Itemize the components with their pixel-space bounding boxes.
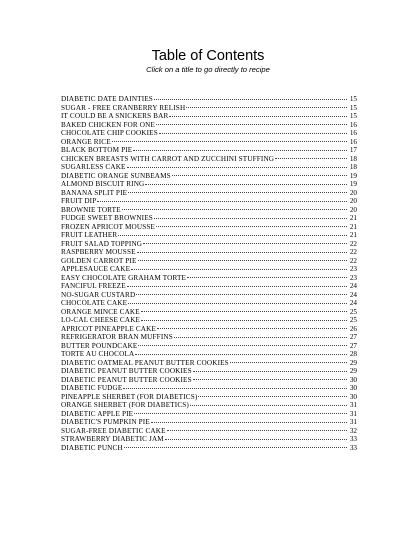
toc-entry-title: RASPBERRY MOUSSE [61,248,136,256]
toc-entry-link[interactable] [61,112,357,121]
toc-dot-leader [134,413,347,414]
toc-entry-link[interactable] [61,384,357,393]
toc-entry-title: TORTE AU CHOCOLA [61,350,135,358]
toc-entry-title: DIABETIC APPLE PIE [61,409,134,418]
toc-entry-page: 31 [349,409,357,418]
toc-dot-leader [165,439,347,440]
toc-dot-leader [127,286,347,287]
toc-entry-link[interactable] [61,257,357,266]
toc-entry-page: 22 [349,256,357,265]
toc-entry-page: 18 [349,163,357,171]
toc-dot-leader [135,354,347,355]
toc-entry-page: 19 [349,180,357,188]
toc-dot-leader [198,396,347,397]
toc-dot-leader [137,252,347,253]
toc-entry-link[interactable] [61,146,357,155]
toc-entry-link[interactable] [61,129,357,138]
toc-entry-link[interactable] [61,248,357,257]
toc-entry-title: FRUIT SALAD TOPPING [61,239,143,248]
toc-entry-link[interactable] [61,376,357,385]
toc-entry-link[interactable] [61,427,357,436]
toc-entry-title: DIABETIC FUDGE [61,384,123,392]
toc-dot-leader [138,260,348,261]
toc-entry-page: 27 [349,333,357,341]
table-of-contents [61,95,357,452]
toc-entry-title: CHICKEN BREASTS WITH CARROT AND ZUCCHINI STUFFING [61,154,275,163]
toc-entry-title: BUTTER POUNDCAKE [61,341,138,350]
toc-dot-leader [156,124,347,125]
toc-dot-leader [118,235,347,236]
toc-entry-link[interactable] [61,444,357,453]
toc-entry-link[interactable] [61,197,357,206]
toc-entry-page: 25 [349,307,357,316]
toc-entry-link[interactable] [61,138,357,147]
toc-entry-link[interactable] [61,155,357,164]
toc-entry-page: 32 [349,426,357,435]
toc-dot-leader [138,345,347,346]
toc-dot-leader [172,175,347,176]
toc-dot-leader [156,226,347,227]
toc-entry-link[interactable] [61,308,357,317]
toc-entry-title: BANANA SPLIT PIE [61,188,128,197]
toc-dot-leader [128,303,347,304]
toc-entry-link[interactable] [61,418,357,427]
toc-entry-link[interactable] [61,316,357,325]
toc-entry-link[interactable] [61,104,357,113]
toc-entry-page: 22 [349,239,357,248]
page-subtitle: Click on a title to go directly to recipe [146,65,270,74]
toc-entry-title: APPLESAUCE CAKE [61,265,131,273]
toc-dot-leader [122,209,347,210]
toc-entry-link[interactable] [61,342,357,351]
toc-dot-leader [97,201,347,202]
toc-dot-leader [187,277,347,278]
toc-entry-page: 22 [349,248,357,256]
toc-entry-page: 23 [349,265,357,273]
toc-dot-leader [154,99,347,100]
toc-entry-page: 30 [349,384,357,392]
toc-entry-link[interactable] [61,367,357,376]
toc-dot-leader [151,422,347,423]
toc-entry-page: 21 [349,231,357,239]
toc-entry-page: 21 [349,214,357,222]
toc-entry-title: GOLDEN CARROT PIE [61,256,137,265]
toc-entry-page: 24 [349,290,357,299]
toc-entry-title: SUGAR-FREE DIABETIC CAKE [61,426,166,435]
toc-dot-leader [136,294,347,295]
toc-entry-page: 15 [349,103,357,112]
toc-dot-leader [143,243,347,244]
toc-entry-title: EASY CHOCOLATE GRAHAM TORTE [61,273,187,282]
toc-entry-title: DIABETIC OATMEAL PEANUT BUTTER COOKIES [61,358,229,367]
toc-dot-leader [124,447,347,448]
toc-entry-page: 27 [349,341,357,350]
toc-entry-link[interactable] [61,393,357,402]
toc-entry-link[interactable] [61,282,357,291]
toc-entry-page: 25 [349,316,357,324]
toc-dot-leader [145,184,347,185]
toc-entry-page: 26 [349,324,357,333]
toc-dot-leader [169,116,347,117]
toc-entry-page: 33 [349,435,357,443]
toc-entry-title: DIABETIC'S PUMPKIN PIE [61,418,150,426]
toc-entry-page: 15 [349,112,357,120]
toc-entry-link[interactable] [61,274,357,283]
toc-entry-page: 21 [349,222,357,231]
toc-entry-title: FRUIT DIP [61,197,97,205]
toc-entry-page: 15 [349,95,357,103]
toc-entry-title: BROWNIE TORTE [61,205,121,214]
toc-entry-link[interactable] [61,214,357,223]
toc-entry-page: 17 [349,146,357,154]
toc-entry-title: ALMOND BISCUIT RING [61,180,145,188]
toc-entry-page: 29 [349,358,357,367]
toc-entry-title: NO-SUGAR CUSTARD [61,290,136,299]
toc-dot-leader [157,328,347,329]
toc-entry-page: 19 [349,171,357,180]
toc-entry-link[interactable] [61,325,357,334]
toc-entry-link[interactable] [61,240,357,249]
toc-entry-page: 16 [349,120,357,129]
toc-entry-link[interactable] [61,180,357,189]
toc-entry-link[interactable] [61,359,357,368]
toc-entry-link[interactable] [61,231,357,240]
toc-dot-leader [193,379,347,380]
toc-entry-link[interactable] [61,299,357,308]
toc-entry-title: SUGARLESS CAKE [61,163,126,171]
toc-entry-page: 29 [349,367,357,375]
toc-entry-title: DIABETIC PEANUT BUTTER COOKIES [61,375,192,384]
toc-entry-page: 24 [349,282,357,290]
toc-dot-leader [133,150,347,151]
toc-dot-leader [174,337,347,338]
page-title: Table of Contents [151,48,265,64]
toc-dot-leader [154,218,347,219]
toc-entry-title: APRICOT PINEAPPLE CAKE [61,324,157,333]
toc-entry-title: DIABETIC ORANGE SUNBEAMS [61,171,171,180]
toc-entry-link[interactable] [61,163,357,172]
toc-entry-page: 16 [349,137,357,146]
toc-entry-title: BAKED CHICKEN FOR ONE [61,120,155,129]
toc-entry-page: 20 [349,197,357,205]
toc-entry-title: BLACK BOTTOM PIE [61,146,133,154]
toc-dot-leader [131,269,347,270]
toc-dot-leader [123,388,347,389]
toc-dot-leader [141,320,347,321]
toc-entry-page: 30 [349,392,357,401]
toc-entry-link[interactable] [61,121,357,130]
toc-dot-leader [112,141,347,142]
toc-entry-title: FUDGE SWEET BROWNIES [61,214,153,222]
toc-entry-page: 20 [349,188,357,197]
toc-entry-title: DIABETIC PEANUT BUTTER COOKIES [61,367,192,375]
toc-entry-link[interactable] [61,265,357,274]
toc-entry-page: 20 [349,205,357,214]
toc-entry-title: DIABETIC PUNCH [61,443,123,452]
toc-entry-title: FRUIT LEATHER [61,231,118,239]
toc-dot-leader [167,430,347,431]
toc-entry-link[interactable] [61,172,357,181]
toc-entry-page: 30 [349,375,357,384]
toc-entry-page: 16 [349,129,357,137]
toc-dot-leader [141,311,347,312]
toc-entry-page: 23 [349,273,357,282]
toc-entry-link[interactable] [61,410,357,419]
toc-entry-title: LO-CAL CHEESE CAKE [61,316,141,324]
toc-entry-link[interactable] [61,291,357,300]
toc-entry-page: 28 [349,350,357,358]
toc-entry-title: CHOCOLATE CAKE [61,299,128,307]
toc-entry-link[interactable] [61,435,357,444]
toc-dot-leader [159,133,347,134]
toc-entry-title: FROZEN APRICOT MOUSSE [61,222,156,231]
toc-entry-link[interactable] [61,333,357,342]
toc-entry-title: REFRIGERATOR BRAN MUFFINS [61,333,173,341]
toc-entry-title: ORANGE SHERBET (FOR DIABETICS) [61,401,189,409]
toc-entry-link[interactable] [61,206,357,215]
toc-dot-leader [186,107,347,108]
toc-dot-leader [193,371,347,372]
toc-entry-page: 31 [349,418,357,426]
toc-entry-link[interactable] [61,350,357,359]
toc-entry-title: STRAWBERRY DIABETIC JAM [61,435,164,443]
toc-entry-title: FANCIFUL FREEZE [61,282,126,290]
toc-dot-leader [230,362,347,363]
toc-entry-title: CHOCOLATE CHIP COOKIES [61,129,158,137]
toc-entry-page: 33 [349,443,357,452]
toc-entry-title: ORANGE RICE [61,137,111,146]
toc-entry-title: DIABETIC DATE DAINTIES [61,95,153,103]
toc-entry-title: SUGAR - FREE CRANBERRY RELISH [61,103,186,112]
toc-entry-page: 18 [349,154,357,163]
toc-entry-link[interactable] [61,223,357,232]
toc-entry-link[interactable] [61,189,357,198]
toc-dot-leader [275,158,347,159]
toc-entry-title: PINEAPPLE SHERBET (FOR DIABETICS) [61,392,198,401]
toc-dot-leader [128,192,347,193]
toc-dot-leader [190,405,347,406]
toc-dot-leader [127,167,347,168]
toc-entry-page: 31 [349,401,357,409]
toc-entry-link[interactable] [61,401,357,410]
toc-entry-page: 24 [349,299,357,307]
toc-entry-title: ORANGE MINCE CAKE [61,307,140,316]
toc-entry-link[interactable] [61,95,357,104]
toc-entry-title: IT COULD BE A SNICKERS BAR [61,112,169,120]
